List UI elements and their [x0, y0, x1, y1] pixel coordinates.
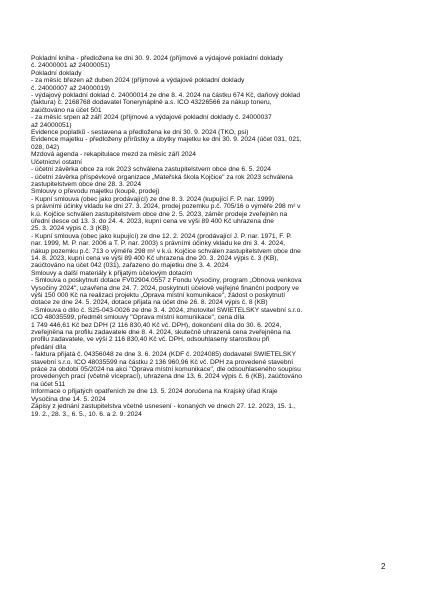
text-line: zaúčtováno na účet 501 [31, 106, 102, 114]
text-line: - Kupní smlouva (obec jako kupující) ze dne 12. 2. 2024 (prodávající J. P. nar. 1971, F. P. [31, 232, 292, 240]
text-line: profilu zadavatele, ve výši 2 116 830,40 Kč vč. DPH, odsouhlaseny starostkou při [31, 336, 270, 344]
text-line: Mzdová agenda - rekapitulace mezd za měsíc září 2024 [31, 151, 196, 159]
text-line: práce za období 05/2024 na akci "Oprava místní komunikace", dle odsouhlaseného soupisu [31, 366, 301, 374]
text-line: (faktura) č. 2168768 dodavatel Tonerynáplně a.s. IČO 43226566 za nákup toneru, [31, 99, 272, 107]
text-line: - výdajový pokladní doklad č. 24000014 ze dne 8. 4. 2024 na částku 674 Kč, daňový doklad [31, 92, 301, 100]
text-line: úřední desce od 13. 3. do 24. 4. 2023, kupní cena ve výši 89 400 Kč uhrazena dne [31, 217, 274, 225]
text-line: s právními účinky vkladu ke dni 27. 3. 2024, prodej pozemku p.č. 705/16 o výměře 298 m² v [31, 203, 301, 211]
text-line: Účetnictví ostatní [31, 158, 82, 166]
text-line: až 24000051) [31, 121, 72, 129]
text-line: - faktura přijatá č. 04356048 ze dne 3. 6. 2024 (KDF č. 2024085) dodavatel SWIETELSKY [31, 351, 297, 359]
text-line: Vysočiny 2024", uzavřena dne 24. 7. 2024, poskytnutí účelově vejřejné finanční podpory ve [31, 284, 299, 292]
text-line: č. 24000001 až 24000051) [31, 62, 111, 70]
page-number: 2 [381, 562, 386, 571]
text-line: Zápisy z jednání zastupitelstva včetně usnesení - konaných ve dnech 27. 12. 2023, 15. 1., [31, 403, 296, 411]
text-line: Smlouvy o převodu majetku (koupě, prodej) [31, 188, 160, 196]
text-line: - Smlouva o dílo č. S25-043-0026 ze dne 3. 4. 2024, zhotovitel SWIETELSKY stavební s.r.o. [31, 306, 303, 314]
text-line: IČO 48035599, předmět smlouvy "Oprava místní komunikace", cena díla [31, 314, 245, 322]
text-line: Smlouvy a další materiály k přijatým účelovým dotacím [31, 269, 193, 277]
text-line: Pokladní kniha - předložena ke dni 30. 9. 2024 (příjmové a výdajové pokladní doklady [31, 55, 283, 62]
text-line: 028, 042) [31, 143, 60, 151]
text-line: provedených prací (včetně víceprací), uhrazena dne 13. 6. 2024 výpis č. 6 (KB), zaúčtováno [31, 373, 302, 381]
text-line: výši 150 000 Kč na realizaci projektu „Oprava místní komunikace", žádost o poskytnutí [31, 292, 286, 299]
text-line: Evidence majetku - předloženy přírůstky a úbytky majetku ke dni 30. 9. 2024 (účet 031, 021, [31, 136, 302, 144]
text-line: - za měsíc srpen až září 2024 (příjmové a výdajové pokladní doklady č. 24000037 [31, 114, 272, 122]
text-line: nákup pozemku p.č. 713 o výměře 298 m² v k.ú. Kojčice schválen zastupitelstvem obce dne [31, 247, 301, 255]
text-line: zveřejněna na profilu zadavatele dne 8. 4. 2024, skutečně uhrazená cena zveřejněna na [31, 329, 291, 337]
text-line: Pokladní doklady [31, 69, 82, 77]
text-line: 1 749 446,61 Kč bez DPH (2 116 830,40 Kč vč. DPH), dokončení díla do 30. 6. 2024, [31, 321, 282, 329]
text-line: zastupitelstvem obce dne 28. 3. 2024 [31, 180, 142, 188]
text-line: - Kupní smlouva (obec jako prodávající) ze dne 8. 3. 2024 (kupující F. P. nar. 1999) [31, 195, 275, 203]
text-line: dotace ze dne 24. 5. 2024, dotace přijata na účet dne 26. 8. 2024 výpis č. 8 (KB) [31, 299, 268, 307]
text-line: č. 24000007 až 24000019) [31, 84, 111, 92]
text-line: 25. 3. 2024 výpis č. 3 (KB) [31, 225, 109, 233]
text-line: k.ú. Kojčice schválen zastupitelstvem obce dne 2. 5. 2023, záměr prodeje zveřejněn na [31, 210, 288, 218]
text-line: 14. 8. 2023, kupní cena ve výši 89 400 Kč uhrazena dne 20. 3. 2024 výpis č. 3 (KB), [31, 254, 279, 262]
text-line: Vysočina dne 14. 5. 2024 [31, 395, 106, 403]
text-line: - za měsíc březen až duben 2024 (příjmové a výdajové pokladní doklady [31, 77, 245, 85]
text-line: nar. 1999, M. P. nar. 2006 a T. P. nar. 2003) s právními účinky vkladu ke dni 3. 4. 2024, [31, 240, 285, 248]
text-line: zaúčtováno na účet 042 (031), zařazeno do majetku dne 3. 4. 2024 [31, 262, 229, 270]
text-line: na účet 511 [31, 380, 66, 388]
page-body [31, 55, 389, 418]
text-line: předání díla [31, 343, 67, 351]
text-line: - účetní závěrka obce za rok 2023 schválena zastupitelstvem obce dne 6. 5. 2024 [31, 166, 271, 174]
text-line: 19. 2., 28. 3., 6. 5., 10. 6. a 2. 9. 2024 [31, 410, 142, 418]
text-line: - Smlouva o poskytnutí dotace FV02904.0557 z Fondu Vysočiny, program „Obnova venkova [31, 277, 302, 285]
text-line: - účetní závěrka příspěvkové organizace „Mateřská škola Kojčice" za rok 2023 schválena [31, 173, 293, 181]
text-line: stavební s.r.o. IČO 48035599 na částku 2 136 960,96 Kč vč. DPH za provedené stavební [31, 358, 294, 366]
text-line: Informace o přijatých opatřeních ze dne 13. 5. 2024 doručena na Krajský úřad Kraje [31, 388, 278, 396]
text-line: Evidence poplatků - sestavena a předložena ke dni 30. 9. 2024 (TKO, psi) [31, 129, 249, 137]
